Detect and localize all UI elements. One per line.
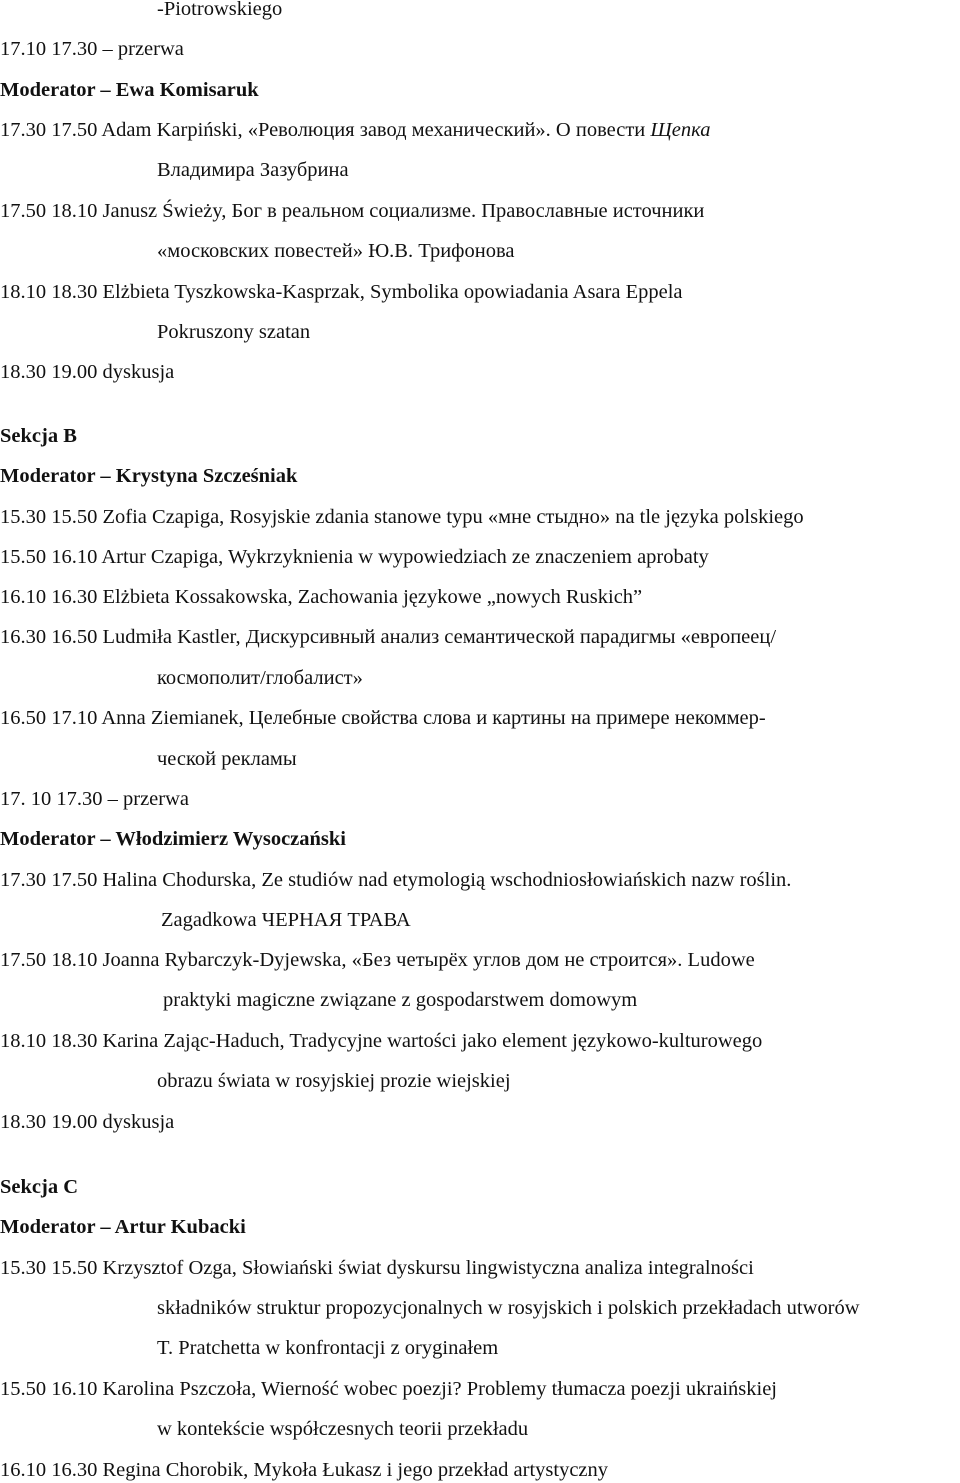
text-line: -Piotrowskiego: [157, 0, 283, 20]
continuation-line: ческой рекламы: [157, 748, 297, 770]
continuation-line: w kontekście współczesnych teorii przekładu: [157, 1418, 529, 1440]
schedule-line: 17.50 18.10 Janusz Świeży, Бог в реальном социализме. Православные источники: [0, 200, 705, 222]
schedule-line: 16.10 16.30 Regina Chorobik, Mykoła Łukasz i jego przekład artystyczny: [0, 1459, 609, 1481]
continuation-line: składników struktur propozycjonalnych w rosyjskich i polskich przekładach utworów: [157, 1297, 860, 1319]
continuation-line: praktyki magiczne związane z gospodarstwem domowym: [163, 989, 638, 1011]
schedule-line: 18.30 19.00 dyskusja: [0, 361, 175, 383]
continuation-line: obrazu świata w rosyjskiej prozie wiejskiej: [157, 1070, 511, 1092]
schedule-line: 17. 10 17.30 – przerwa: [0, 788, 190, 810]
moderator-heading: Moderator – Włodzimierz Wysoczański: [0, 828, 346, 850]
moderator-heading: Moderator – Artur Kubacki: [0, 1216, 246, 1238]
moderator-heading: Moderator – Ewa Komisaruk: [0, 79, 259, 101]
schedule-line: 15.30 15.50 Zofia Czapiga, Rosyjskie zdania stanowe typu «мне стыдно» na tle języka polskiego: [0, 506, 804, 528]
schedule-line: 15.30 15.50 Krzysztof Ozga, Słowiański świat dyskursu lingwistyczna analiza integralności: [0, 1257, 754, 1279]
continuation-line: космополит/глобалист»: [157, 667, 363, 689]
schedule-line: 18.10 18.30 Karina Zając-Haduch, Tradycyjne wartości jako element językowo-kulturowego: [0, 1030, 763, 1052]
italic-title: Щепка: [650, 119, 711, 141]
schedule-line: 17.10 17.30 – przerwa: [0, 38, 184, 60]
section-heading: Sekcja B: [0, 425, 77, 447]
continuation-line: Владимира Зазубрина: [157, 159, 349, 181]
schedule-line: 18.10 18.30 Elżbieta Tyszkowska-Kasprzak, Symbolika opowiadania Asara Eppela: [0, 281, 683, 303]
schedule-line: 16.10 16.30 Elżbieta Kossakowska, Zachowania językowe „nowych Ruskich”: [0, 586, 643, 608]
continuation-line: T. Pratchetta w konfrontacji z oryginałem: [157, 1337, 499, 1359]
schedule-line: 16.30 16.50 Ludmiła Kastler, Дискурсивный анализ семантической парадигмы «европеец/: [0, 626, 777, 648]
schedule-line: [0, 117, 710, 143]
continuation-line: «московских повестей» Ю.В. Трифонова: [157, 240, 515, 262]
line-text: 17.30 17.50 Adam Karpiński, «Революция завод механический». О повести: [0, 119, 651, 141]
schedule-line: 15.50 16.10 Karolina Pszczoła, Wierność wobec poezji? Problemy tłumacza poezji ukraińskiej: [0, 1378, 777, 1400]
schedule-line: 18.30 19.00 dyskusja: [0, 1111, 175, 1133]
section-heading: Sekcja C: [0, 1176, 79, 1198]
continuation-line: Pokruszony szatan: [157, 321, 311, 343]
schedule-line: 17.30 17.50 Halina Chodurska, Ze studiów nad etymologią wschodniosłowiańskich nazw roślin.: [0, 869, 792, 891]
schedule-line: 17.50 18.10 Joanna Rybarczyk-Dyjewska, «Без четырёх углов дом не строится». Ludowe: [0, 949, 755, 971]
schedule-line: 16.50 17.10 Anna Ziemianek, Целебные свойства слова и картины на примере некоммер-: [0, 707, 766, 729]
continuation-line: Zagadkowa ЧЕРНАЯ ТРАВА: [161, 909, 411, 931]
schedule-line: 15.50 16.10 Artur Czapiga, Wykrzyknienia w wypowiedziach ze znaczeniem aprobaty: [0, 546, 709, 568]
moderator-heading: Moderator – Krystyna Szcześniak: [0, 465, 298, 487]
